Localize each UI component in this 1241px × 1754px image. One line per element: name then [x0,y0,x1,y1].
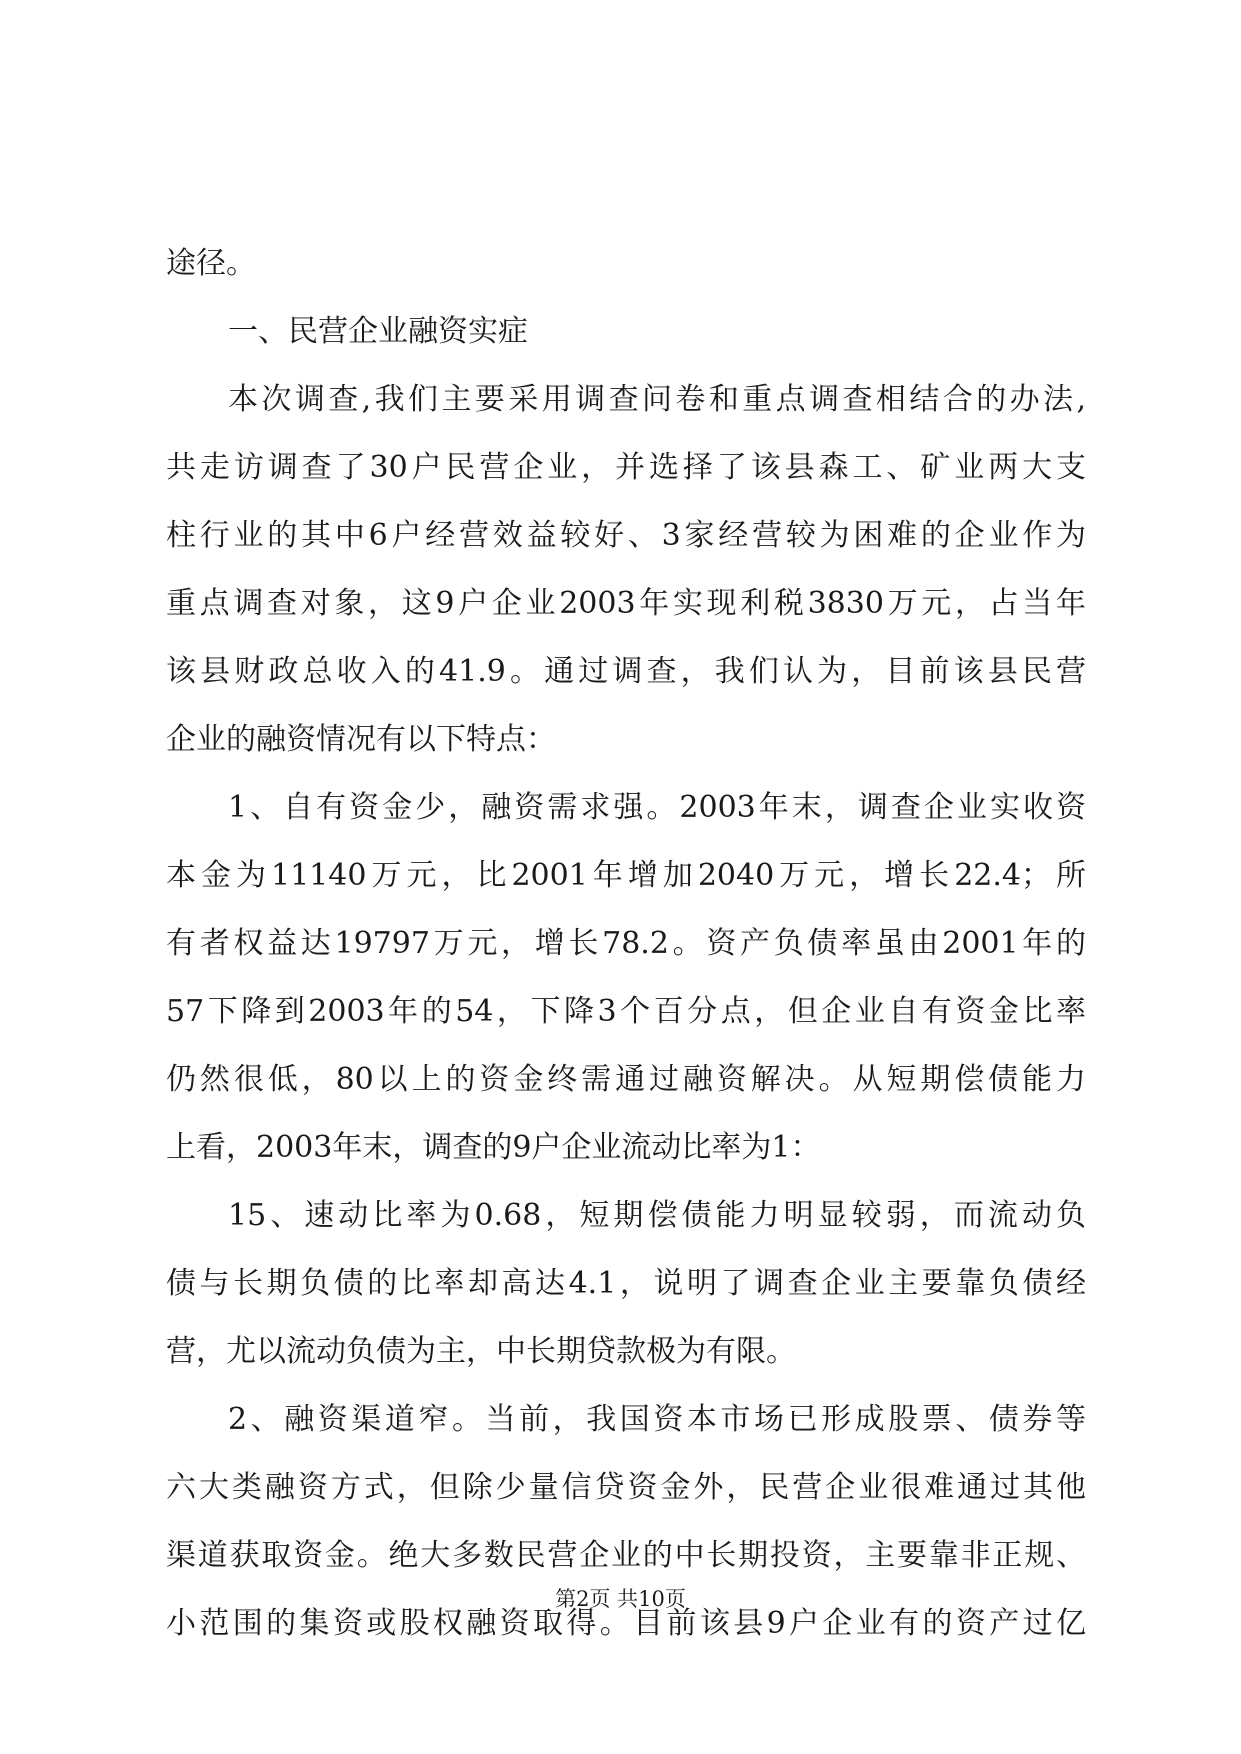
section-heading: 一、民营企业融资实症 [228,314,528,349]
text-line: 小范围的集资或股权融资取得。目前该县9户企业有的资产过亿 [166,1606,1086,1641]
text-line: 柱行业的其中6户经营效益较好、3家经营较为困难的企业作为 [166,518,1086,553]
document-body [166,230,1086,1658]
text-line: 企业的融资情况有以下特点： [166,722,556,757]
text-line: 途径。 [166,246,256,281]
text-line: 债与长期负债的比率却高达4.1，说明了调查企业主要靠负债经 [166,1266,1086,1301]
text-line: 57下降到2003年的54，下降3个百分点，但企业自有资金比率 [166,994,1086,1029]
text-line: 六大类融资方式，但除少量信贷资金外，民营企业很难通过其他 [166,1470,1086,1505]
text-line: 本次调查,我们主要采用调查问卷和重点调查相结合的办法, [228,382,1086,417]
text-line: 仍然很低，80以上的资金终需通过融资解决。从短期偿债能力 [166,1062,1086,1097]
text-line: 15、速动比率为0.68，短期偿债能力明显较弱，而流动负 [228,1198,1086,1233]
text-line: 营，尤以流动负债为主，中长期贷款极为有限。 [166,1334,796,1369]
text-line: 1、自有资金少，融资需求强。2003年末，调查企业实收资 [228,790,1086,825]
text-line: 重点调查对象，这9户企业2003年实现利税3830万元，占当年 [166,586,1086,621]
text-line: 共走访调查了30户民营企业，并选择了该县森工、矿业两大支 [166,450,1086,485]
text-line: 渠道获取资金。绝大多数民营企业的中长期投资，主要靠非正规、 [166,1538,1086,1573]
text-line: 该县财政总收入的41.9。通过调查，我们认为，目前该县民营 [166,654,1086,689]
text-line: 有者权益达19797万元，增长78.2。资产负债率虽由2001年的 [166,926,1086,961]
text-line: 上看，2003年末，调查的9户企业流动比率为1： [166,1130,821,1165]
page-number-footer: 第2页 共10页 [555,1587,686,1611]
text-line: 2、融资渠道窄。当前，我国资本市场已形成股票、债券等 [228,1402,1086,1437]
text-line: 本金为11140万元，比2001年增加2040万元，增长22.4；所 [166,858,1086,893]
